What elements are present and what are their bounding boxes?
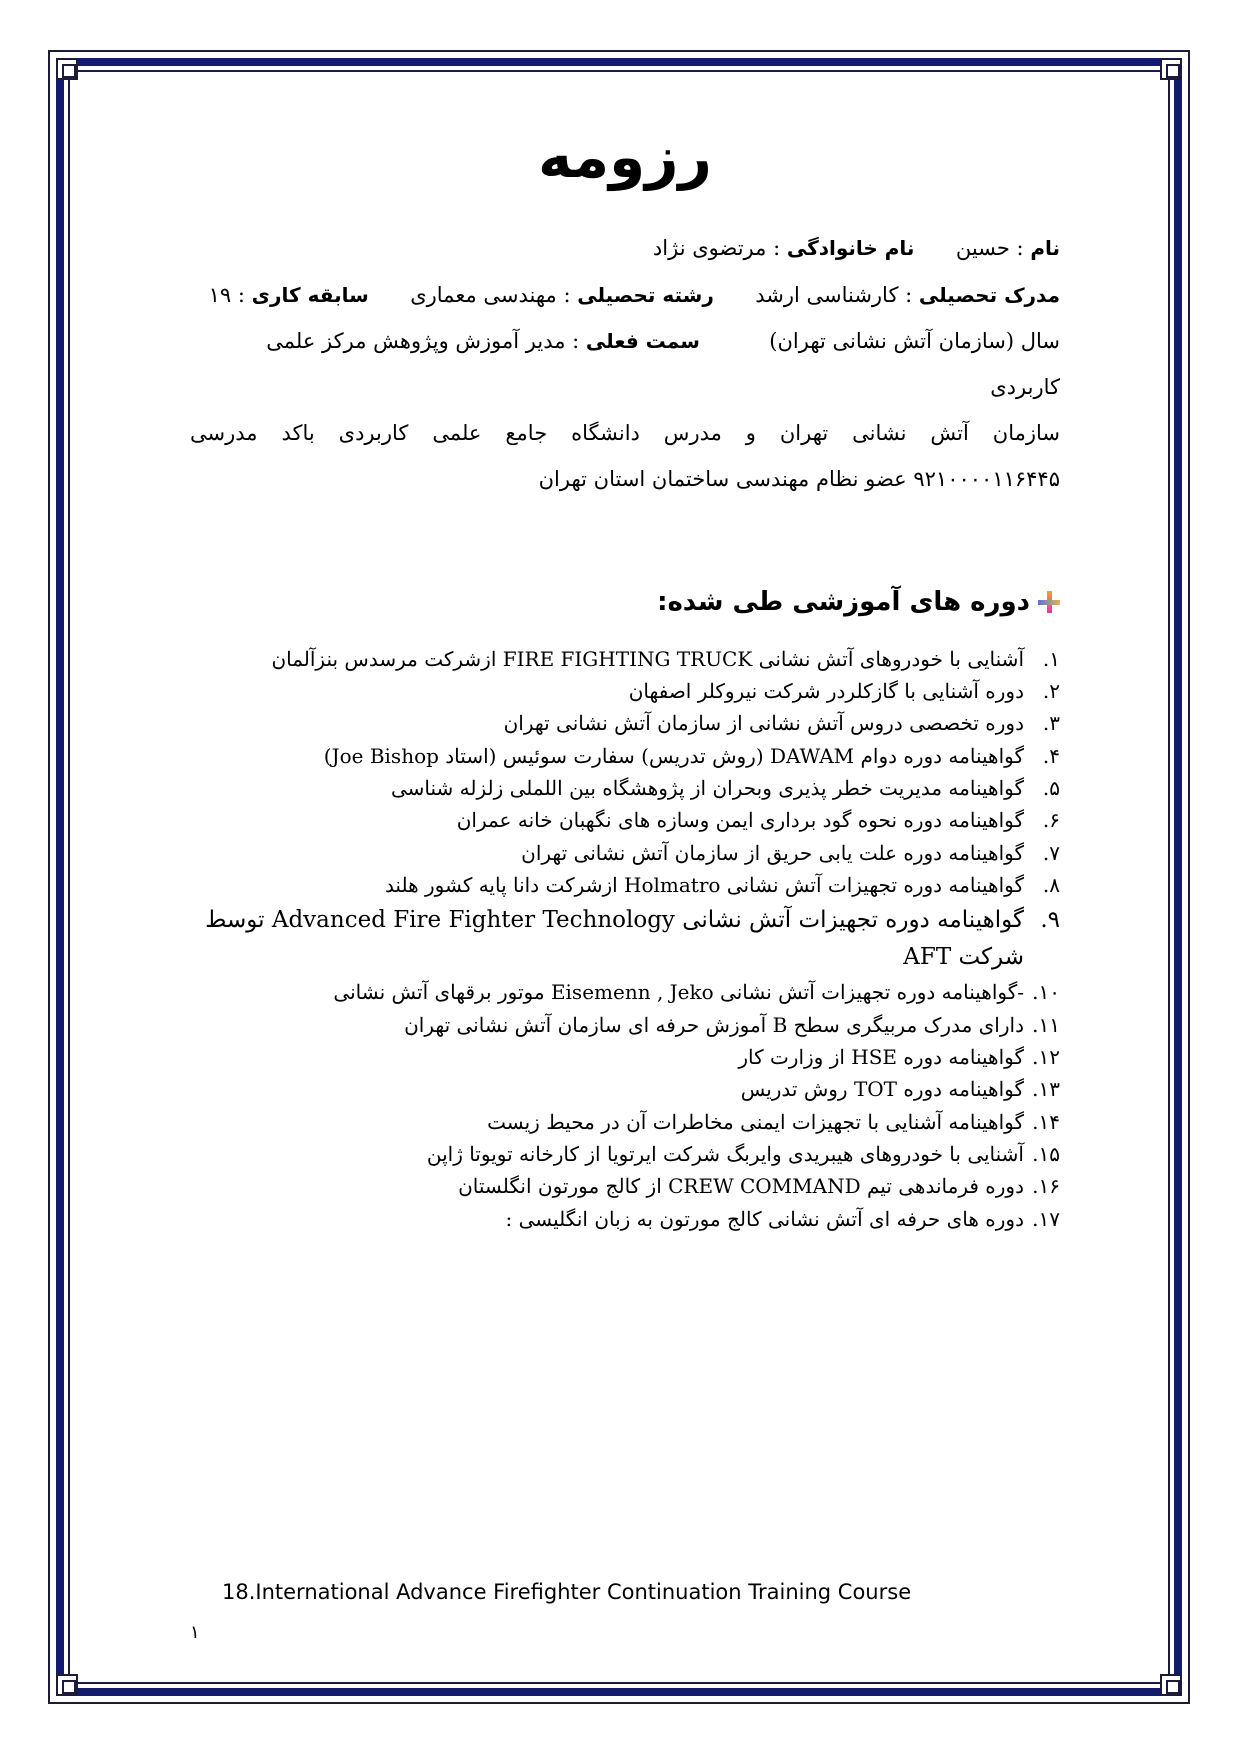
course-18-english: 18.International Advance Firefighter Continuation Training Course xyxy=(222,1580,912,1604)
item-text: گواهینامه دوره تجهیزات آتش نشانی Holmatro ازشرکت دانا پایه کشور هلند xyxy=(384,873,1024,898)
experience-label: سابقه کاری xyxy=(251,282,369,307)
corner-ornament-top-right xyxy=(1160,58,1182,80)
list-item xyxy=(190,869,1060,901)
position-value: : مدیر آموزش وپژوهش مرکز علمی کاربردی xyxy=(266,328,1060,399)
field-label: رشته تحصیلی xyxy=(577,282,714,307)
item-number: ۹. xyxy=(1040,906,1060,933)
item-number: ۱۷. xyxy=(1032,1206,1060,1231)
item-number: ۱۳. xyxy=(1032,1077,1060,1102)
item-number: ۱۵. xyxy=(1032,1142,1060,1167)
item-number: ۸. xyxy=(1042,873,1060,898)
courses-heading xyxy=(190,587,1060,617)
item-text: -گواهینامه دوره تجهیزات آتش نشانی Eisemenn , Jeko موتور برقهای آتش نشانی xyxy=(333,980,1024,1005)
item-text: گواهینامه دوره HSE از وزارت کار xyxy=(738,1044,1024,1069)
list-item xyxy=(190,1138,1060,1170)
list-item xyxy=(190,1073,1060,1105)
list-item xyxy=(190,707,1060,739)
item-number: ۵. xyxy=(1042,776,1060,801)
item-number: ۱۲. xyxy=(1032,1044,1060,1069)
item-number: ۱۱. xyxy=(1032,1012,1060,1037)
list-item xyxy=(190,1041,1060,1073)
item-text: دوره فرماندهی تیم CREW COMMAND از کالج مورتون انگلستان xyxy=(458,1174,1024,1199)
corner-ornament-bottom-right xyxy=(1160,1674,1182,1696)
family-value: : مرتضوی نژاد xyxy=(652,236,781,261)
corner-ornament-top-left xyxy=(56,58,78,80)
item-text: گواهینامه دوره TOT روش تدریس xyxy=(740,1077,1024,1102)
page-title: رزومه xyxy=(538,123,712,191)
item-text: گواهینامه مدیریت خطر پذیری وبحران از پژوهشگاه بین اللملی زلزله شناسی xyxy=(390,776,1024,801)
item-number: ۱۰. xyxy=(1032,980,1060,1005)
list-item xyxy=(190,675,1060,707)
position-continuation: سازمان آتش نشانی تهران و مدرس دانشگاه جامع علمی کاربردی باکد مدرسی xyxy=(190,421,1060,446)
item-text: گواهینامه دوره دوام DAWAM (روش تدریس) سفارت سوئیس (استاد Joe Bishop) xyxy=(323,743,1024,768)
list-item xyxy=(190,643,1060,675)
list-item xyxy=(190,1009,1060,1041)
list-item xyxy=(190,837,1060,869)
degree-label: مدرک تحصیلی xyxy=(918,282,1060,307)
item-number: ۱۶. xyxy=(1032,1174,1060,1199)
courses-heading-text: دوره های آموزشی طی شده: xyxy=(657,586,1030,617)
list-item xyxy=(190,804,1060,836)
courses-list xyxy=(190,643,1060,1236)
name-row xyxy=(190,225,1060,271)
item-text: دوره آشنایی با گازکلردر شرکت نیروکلر اصفهان xyxy=(628,678,1024,703)
list-item xyxy=(190,902,1060,977)
degree-value: : کارشناسی ارشد xyxy=(755,282,913,307)
item-text: گواهینامه دوره نحوه گود برداری ایمن وسازه های نگهبان خانه عمران xyxy=(456,808,1024,833)
item-number: ۶. xyxy=(1042,808,1060,833)
item-number: ۳. xyxy=(1042,711,1060,736)
item-number: ۲. xyxy=(1042,678,1060,703)
family-label: نام خانوادگی xyxy=(786,236,915,261)
page-number: ۱ xyxy=(190,1622,200,1643)
position-row xyxy=(190,318,1060,410)
degree-row xyxy=(190,272,1060,318)
personal-info xyxy=(190,225,1060,502)
name-value: : حسین xyxy=(955,236,1024,261)
experience-continuation: سال (سازمان آتش نشانی تهران) xyxy=(769,328,1060,353)
list-item xyxy=(190,1170,1060,1202)
list-item xyxy=(190,1203,1060,1235)
item-text: دوره تخصصی دروس آتش نشانی از سازمان آتش نشانی تهران xyxy=(503,711,1024,736)
list-item xyxy=(190,772,1060,804)
item-number: ۴. xyxy=(1042,743,1060,768)
item-text: دوره های حرفه ای آتش نشانی کالج مورتون به زبان انگلیسی : xyxy=(505,1206,1024,1231)
list-item xyxy=(190,740,1060,772)
item-text: گواهینامه دوره علت یابی حریق از سازمان آتش نشانی تهران xyxy=(521,840,1024,865)
item-number: ۷. xyxy=(1042,840,1060,865)
list-item xyxy=(190,976,1060,1008)
membership-row: ۹۲۱۰۰۰۰۱۱۶۴۴۵ عضو نظام مهندسی ساختمان استان تهران xyxy=(538,467,1060,492)
item-number: ۱۴. xyxy=(1032,1109,1060,1134)
item-number: ۱. xyxy=(1042,646,1060,671)
list-item xyxy=(190,1106,1060,1138)
item-text: دارای مدرک مربیگری سطح B آموزش حرفه ای سازمان آتش نشانی تهران xyxy=(404,1012,1024,1037)
corner-ornament-bottom-left xyxy=(56,1674,78,1696)
experience-value: : ۱۹ xyxy=(208,282,245,307)
item-text: گواهینامه دوره تجهیزات آتش نشانی Advanced Fire Fighter Technology توسط شرکت AFT xyxy=(205,906,1024,970)
resume-content xyxy=(190,100,1060,1255)
field-value: : مهندسی معماری xyxy=(410,282,571,307)
item-text: آشنایی با خودروهای هیبریدی وایربگ شرکت ایرتویا از کارخانه تویوتا ژاپن xyxy=(426,1142,1024,1167)
plus-bullet-icon xyxy=(1038,591,1060,613)
position-label: سمت فعلی xyxy=(585,328,700,353)
name-label: نام xyxy=(1030,236,1060,261)
item-text: آشنایی با خودروهای آتش نشانی FIRE FIGHTING TRUCK ازشرکت مرسدس بنزآلمان xyxy=(271,646,1024,671)
item-text: گواهینامه آشنایی با تجهیزات ایمنی مخاطرات آن در محیط زیست xyxy=(487,1109,1024,1134)
